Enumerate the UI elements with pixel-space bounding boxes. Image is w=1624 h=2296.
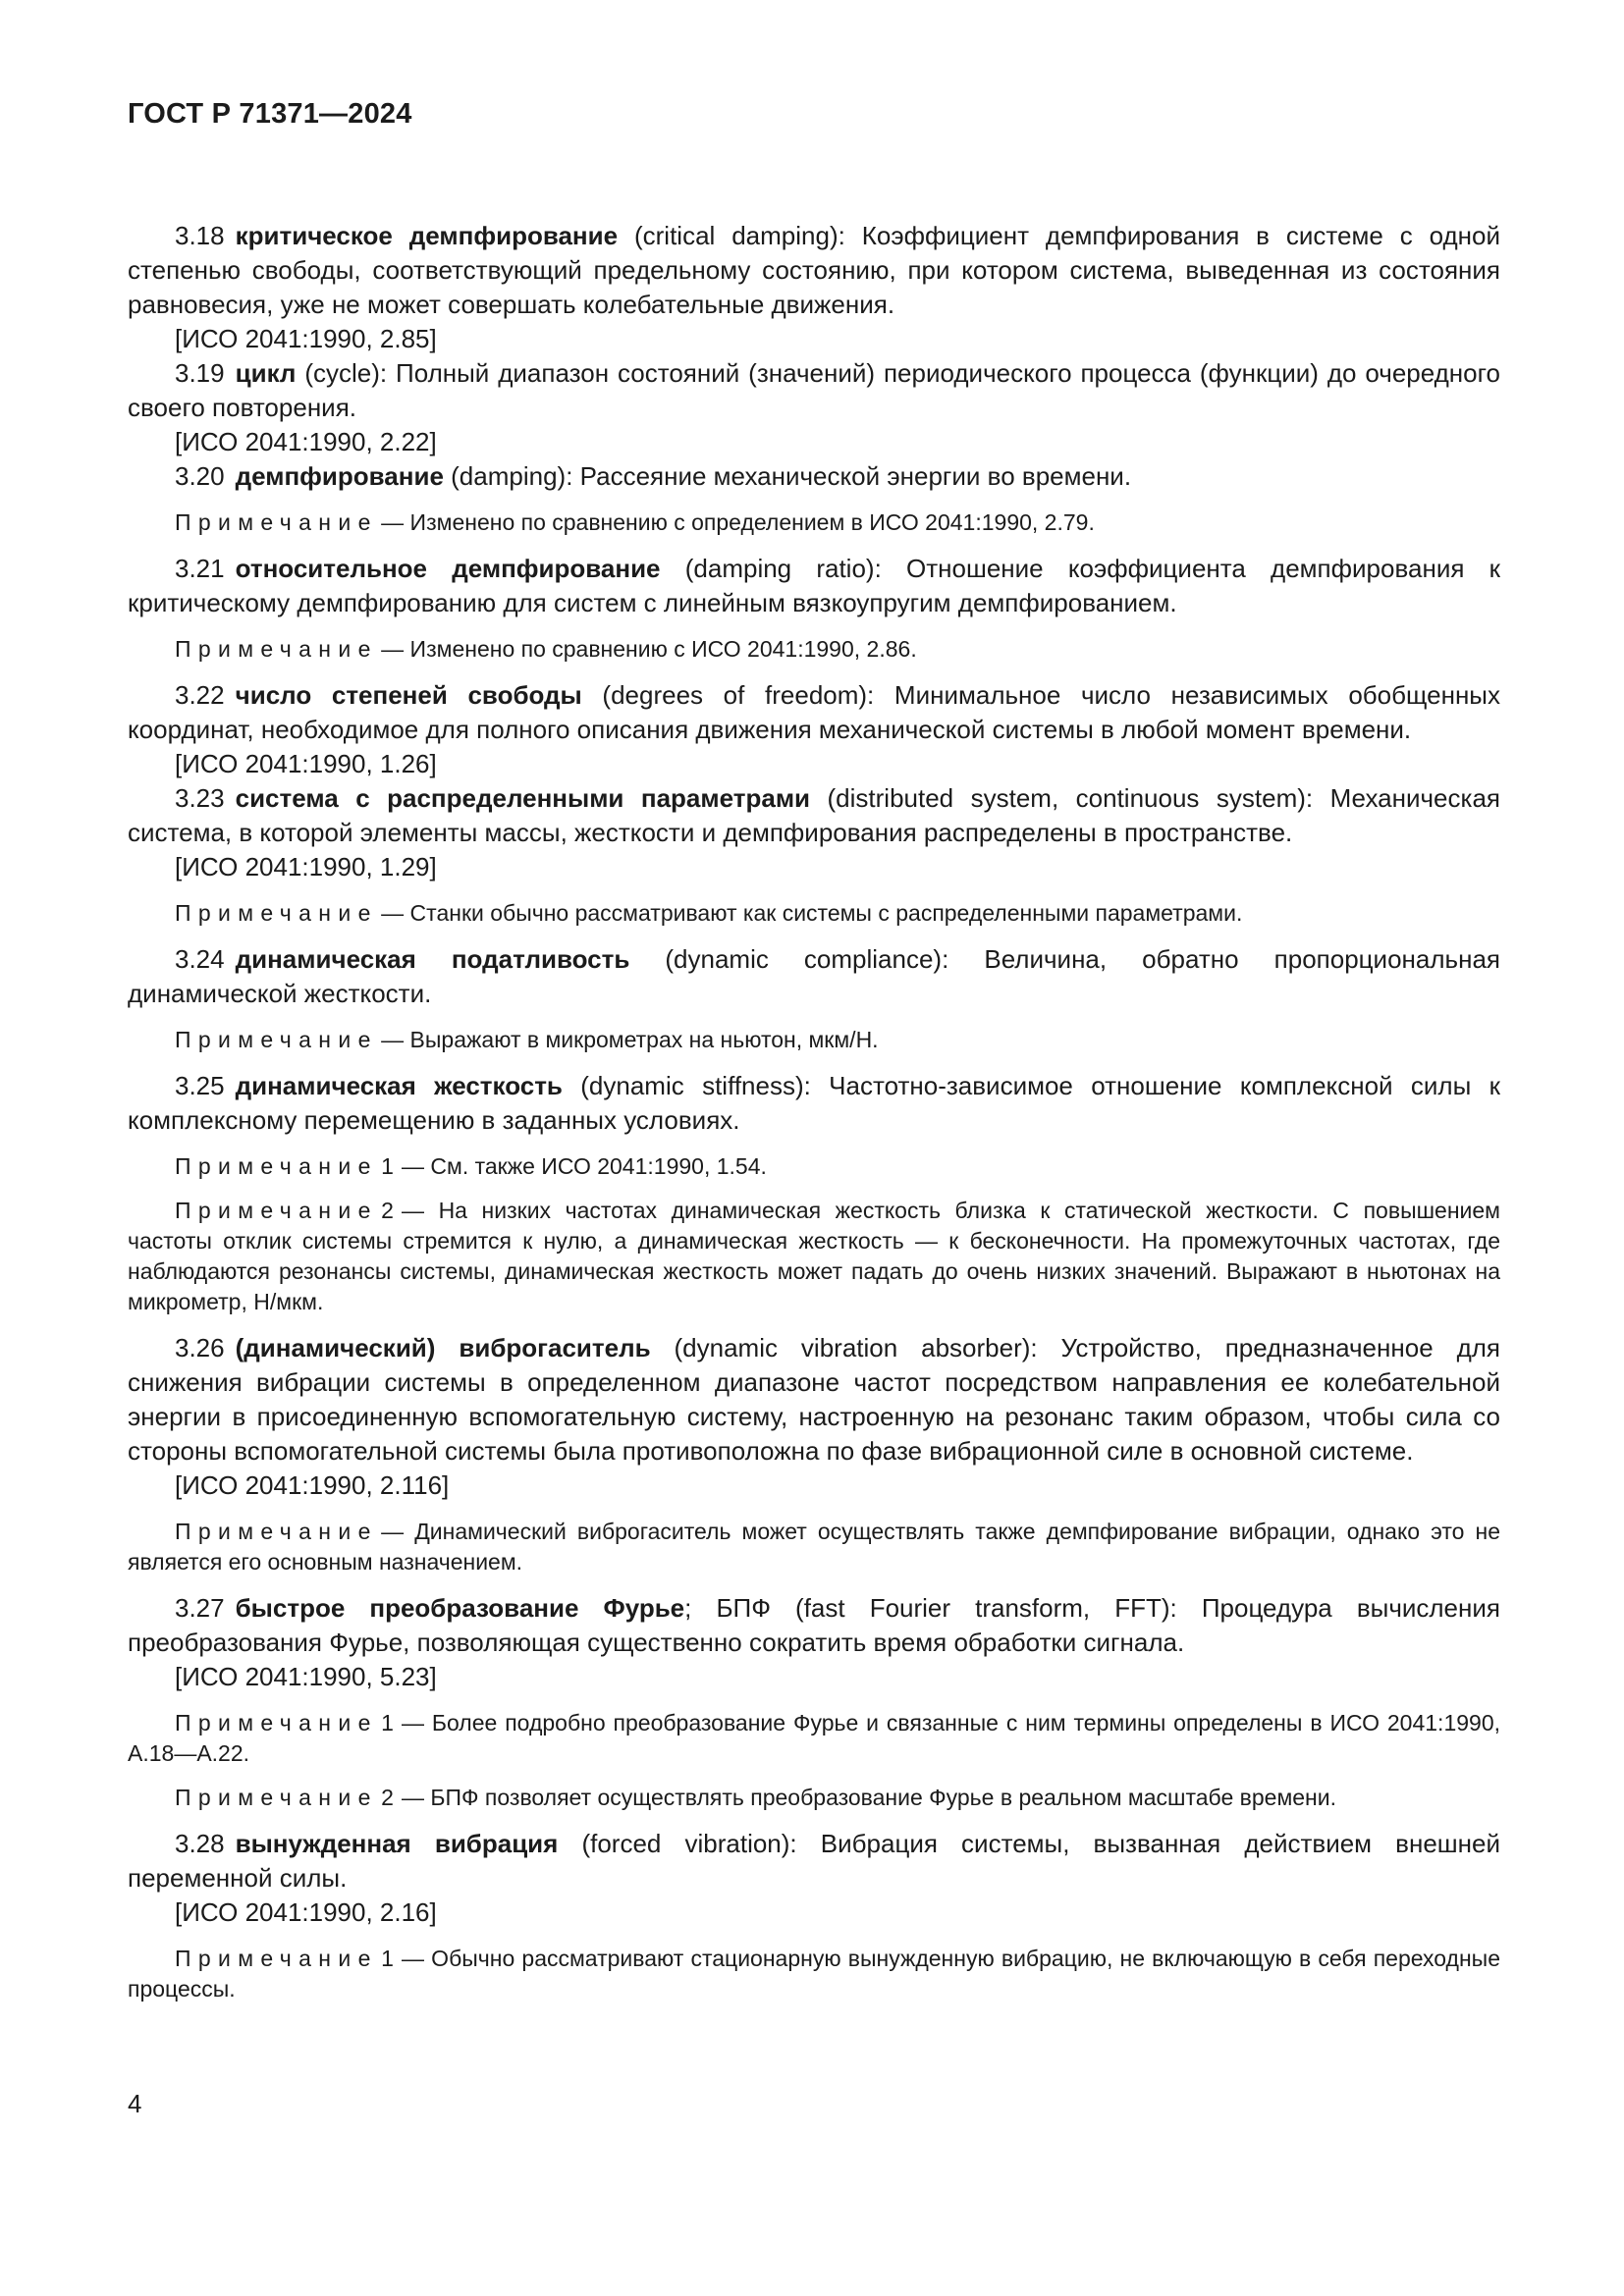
term-definition-3-20 [128,459,1500,494]
term-definition-text: (damping): Рассеяние механической энергии во времени. [443,461,1132,491]
term-definition-3-22 [128,678,1500,747]
note-text: — Выражают в микрометрах на ньютон, мкм/Н. [381,1027,879,1052]
note-label: Примечание [175,1946,378,1971]
term-definition-3-18 [128,219,1500,322]
note [128,1151,1500,1182]
term-definition-3-27 [128,1591,1500,1660]
note-number: 2 [381,1198,394,1223]
term-definition-text: (degrees of freedom): Минимальное число независимых обобщенных координат, необходимое для полного описания движения механической системы в любой момент времени. [128,680,1500,744]
term-definition-3-23 [128,781,1500,850]
term-name: быстрое преобразование Фурье [235,1593,685,1623]
note-text: — См. также ИСО 2041:1990, 1.54. [402,1153,767,1179]
term-definition-3-26 [128,1331,1500,1468]
note-text: — Станки обычно рассматривают как системы с распределенными параметрами. [381,900,1243,926]
term-definition-3-19 [128,356,1500,425]
note [128,1708,1500,1769]
term-number: 3.28 [175,1829,225,1858]
iso-source-reference: [ИСО 2041:1990, 2.16] [175,1897,437,1927]
term-number: 3.20 [175,461,225,491]
note [128,1783,1500,1813]
term-name: (динамический) виброгаситель [235,1333,651,1362]
iso-source-reference: [ИСО 2041:1990, 5.23] [175,1662,437,1691]
note-text: — Изменено по сравнению с определением в ИСО 2041:1990, 2.79. [381,509,1095,535]
term-definition-text: (dynamic compliance): Величина, обратно пропорциональная динамической жесткости. [128,944,1500,1008]
note-number: 1 [381,1153,394,1179]
term-definition-3-28 [128,1827,1500,1896]
note-label: Примечание [175,509,378,535]
term-number: 3.19 [175,358,225,388]
term-number: 3.23 [175,783,225,813]
term-name: динамическая податливость [235,944,630,974]
note-label: Примечание [175,1785,378,1810]
term-name: число степеней свободы [235,680,582,710]
note-text: — Динамический виброгаситель может осуществлять также демпфирование вибрации, однако это не является его основным назначением. [128,1519,1500,1575]
note-number: 1 [381,1710,394,1735]
term-number: 3.24 [175,944,225,974]
standard-number-header: ГОСТ Р 71371—2024 [128,98,412,130]
iso-source-reference: [ИСО 2041:1990, 1.29] [175,852,437,881]
term-definition-text: (cycle): Полный диапазон состояний (значений) периодического процесса (функции) до очередного своего повторения. [128,358,1500,422]
term-definition-text: (critical damping): Коэффициент демпфирования в системе с одной степенью свободы, соответствующий предельному состоянию, при котором система, выведенная из состояния равновесия, уже не может совершать колебательные движения. [128,221,1500,319]
term-number: 3.25 [175,1071,225,1100]
note-number: 2 [381,1785,394,1810]
term-definition-text: (forced vibration): Вибрация системы, вызванная действием внешней переменной силы. [128,1829,1500,1893]
note [128,507,1500,538]
iso-source-reference: [ИСО 2041:1990, 2.116] [175,1470,450,1500]
term-name: критическое демпфирование [235,221,619,250]
term-definition-text: (damping ratio): Отношение коэффициента демпфирования к критическому демпфированию для систем с линейным вязкоупругим демпфированием. [128,554,1501,617]
note-label: Примечание [175,1153,378,1179]
term-number: 3.27 [175,1593,225,1623]
note-label: Примечание [175,1519,378,1544]
note [128,1944,1500,2004]
note-label: Примечание [175,1710,378,1735]
page-number: 4 [128,2089,142,2118]
note [128,898,1500,929]
term-number: 3.26 [175,1333,225,1362]
note [128,1517,1500,1577]
iso-source-reference: [ИСО 2041:1990, 1.26] [175,749,437,778]
note-text: — Изменено по сравнению с ИСО 2041:1990, 2.86. [381,636,917,662]
note [128,634,1500,665]
note-label: Примечание [175,900,378,926]
term-name: демпфирование [235,461,444,491]
note-label: Примечание [175,636,378,662]
term-name: система с распределенными параметрами [235,783,811,813]
term-name: относительное демпфирование [235,554,661,583]
term-name: динамическая жесткость [235,1071,563,1100]
term-number: 3.22 [175,680,225,710]
term-definition-text: ; БПФ (fast Fourier transform, FFT): Процедура вычисления преобразования Фурье, позволяющая существенно сократить время обработки сигнала. [128,1593,1500,1657]
note-number: 1 [381,1946,394,1971]
term-name: цикл [235,358,297,388]
iso-source-reference: [ИСО 2041:1990, 2.85] [175,324,437,353]
term-number: 3.21 [175,554,225,583]
term-definition-text: (distributed system, continuous system): Механическая система, в которой элементы массы, жесткости и демпфирования распределены в пространстве. [128,783,1500,847]
note-text: — На низких частотах динамическая жесткость близка к статической жесткости. С повышением частоты отклик системы стремится к нулю, а динамическая жесткость — к бесконечности. На промежуточных частотах, где наблюдаются резонансы системы, динамическая жесткость может падать до очень низких значений. Выражают в ньютонах на микрометр, Н/мкм. [128,1198,1500,1314]
note-text: — Обычно рассматривают стационарную вынужденную вибрацию, не включающую в себя переходные процессы. [128,1946,1500,2002]
term-name: вынужденная вибрация [235,1829,559,1858]
term-number: 3.18 [175,221,225,250]
term-definition-text: (dynamic stiffness): Частотно-зависимое отношение комплексной силы к комплексному перемещению в заданных условиях. [128,1071,1500,1135]
term-definition-3-24 [128,942,1500,1011]
note-label: Примечание [175,1027,378,1052]
term-definition-text: (dynamic vibration absorber): Устройство, предназначенное для снижения вибрации системы в определенном диапазоне частот посредством направления ее колебательной энергии в присоединенную вспомогательную систему, настроенную на резонанс таким образом, чтобы сила со стороны вспомогательной системы была противоположна по фазе вибрационной силе в основной системе. [128,1333,1500,1466]
note [128,1196,1500,1317]
term-definition-3-21 [128,552,1500,620]
note [128,1025,1500,1055]
term-definition-3-25 [128,1069,1500,1138]
note-text: — БПФ позволяет осуществлять преобразование Фурье в реальном масштабе времени. [402,1785,1336,1810]
iso-source-reference: [ИСО 2041:1990, 2.22] [175,427,437,456]
note-text: — Более подробно преобразование Фурье и связанные с ним термины определены в ИСО 2041:1990, А.18—А.22. [128,1710,1500,1766]
note-label: Примечание [175,1198,378,1223]
